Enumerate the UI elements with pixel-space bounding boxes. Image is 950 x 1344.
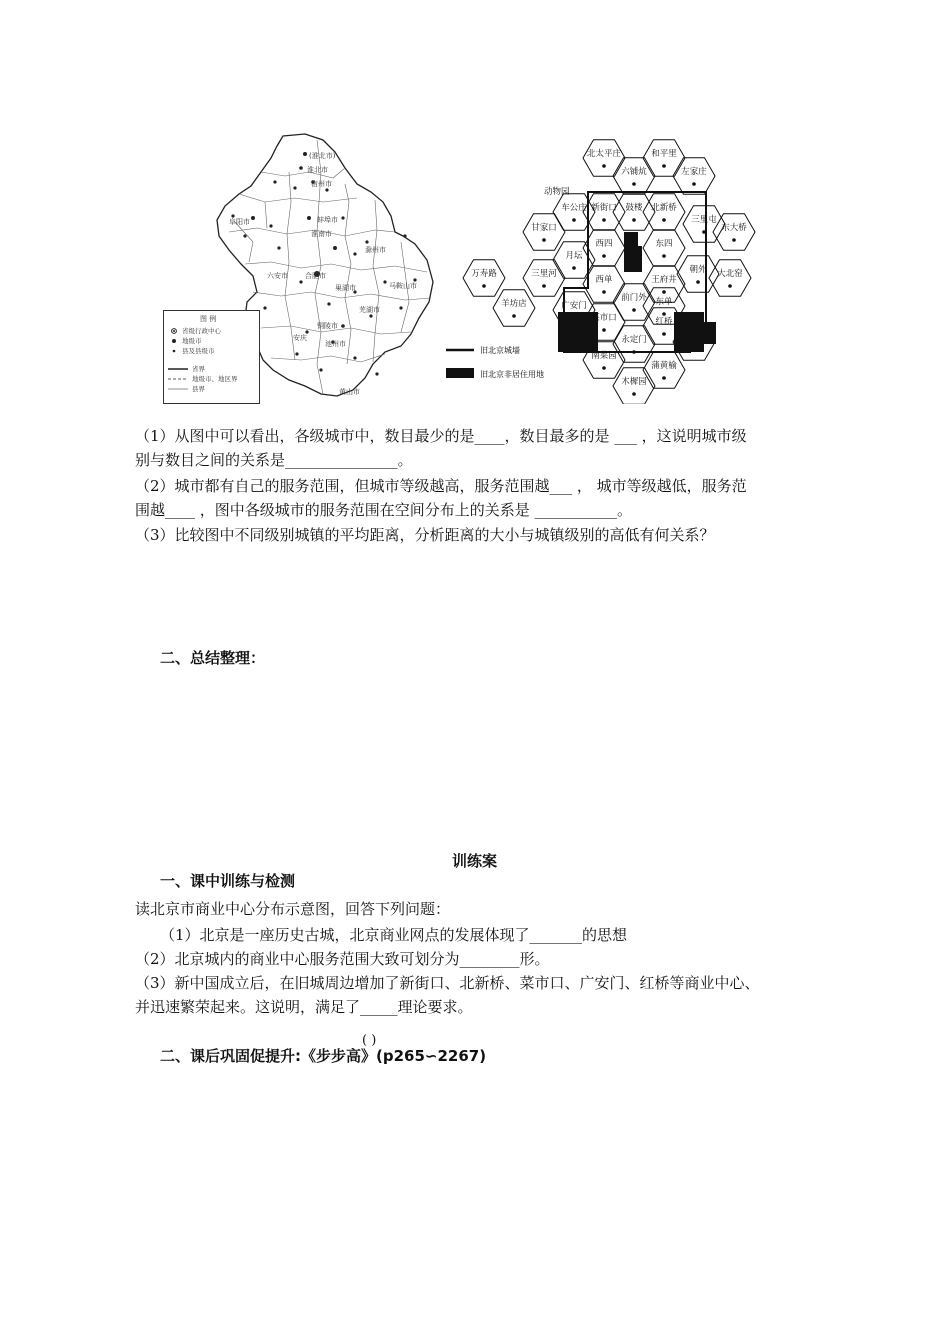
- non-residential-block: [624, 232, 638, 246]
- hex-center-dot: [542, 284, 546, 288]
- map-city-label: 阜阳市: [229, 218, 250, 226]
- hex-center-dot: [632, 392, 636, 396]
- hex-label: 东四: [655, 239, 673, 249]
- hex-center-dot: [572, 266, 576, 270]
- svg-text:县界: 县界: [192, 385, 205, 393]
- hex-center-dot: [572, 316, 576, 320]
- answer-parentheses: ( ): [362, 1033, 377, 1048]
- map-city-label: 芜湖市: [359, 306, 380, 314]
- map-city-label: (淮北市): [309, 152, 336, 160]
- training-section-1: 一、课中训练与检测: [160, 872, 296, 890]
- map-city-label: 安庆: [293, 334, 307, 342]
- hex-center-dot: [542, 238, 546, 242]
- question-1-line-1: （1）从图中可以看出，各级城市中，数目最少的是____，数目最多的是 ___ ，这说明城市级: [135, 427, 747, 445]
- hex-label: 甘家口: [531, 223, 557, 233]
- training-section-2: 二、课后巩固促提升:《步步高》(p265∽2267): [160, 1047, 487, 1065]
- map-city-label: 六安市: [267, 272, 288, 280]
- hex-label: 广安门: [561, 301, 587, 311]
- beijing-hex-map-figure: [440, 132, 760, 404]
- hex-center-dot: [662, 376, 666, 380]
- hex-label: 东单: [655, 297, 673, 307]
- hex-center-dot: [662, 290, 666, 294]
- training-title: 训练案: [452, 852, 498, 870]
- svg-text:地级市、地区界: 地级市、地区界: [192, 375, 238, 383]
- hex-center-dot: [602, 366, 606, 370]
- hex-label: 劲松: [685, 333, 703, 343]
- hex-label: 北太平庄: [586, 149, 622, 159]
- hex-label: 北新桥: [651, 203, 677, 213]
- hex-center-dot: [632, 350, 636, 354]
- training-question-1: （1）北京是一座历史古城，北京商业网点的发展体现了_______的思想: [160, 926, 628, 944]
- map-city-label: 巢湖市: [335, 284, 356, 292]
- hex-label: 东大桥: [721, 223, 747, 233]
- hex-center-dot: [692, 182, 696, 186]
- hex-center-dot: [602, 328, 606, 332]
- hex-center-dot: [702, 230, 706, 234]
- training-question-3-line-2: 并迅速繁荣起来。这说明，满足了_____理论要求。: [135, 998, 473, 1016]
- training-intro: 读北京市商业中心分布示意图，回答下列问题：: [135, 900, 451, 918]
- legend-title: 图 例: [200, 315, 217, 323]
- hex-center-dot: [512, 314, 516, 318]
- hex-center-dot: [632, 308, 636, 312]
- hex-center-dot: [696, 280, 700, 284]
- hex-center-dot: [632, 218, 636, 222]
- map-city-label: 淮南市: [311, 230, 332, 238]
- hex-center-dot: [732, 238, 736, 242]
- hex-label: 三里河: [531, 269, 557, 279]
- hex-label: 朝外: [689, 265, 707, 275]
- map-city-label: 宿州市: [311, 180, 332, 188]
- map-city-label: 马鞍山市: [389, 282, 417, 290]
- svg-text:地级市: 地级市: [182, 337, 202, 345]
- map-city-label: 黄山市: [339, 388, 360, 396]
- hex-center-dot: [602, 254, 606, 258]
- hex-label: 月坛: [565, 251, 583, 261]
- hex-label: 三里屯: [691, 215, 717, 225]
- svg-text:县及县级市: 县及县级市: [182, 347, 215, 355]
- question-1-line-2: 别与数目之间的关系是_______________。: [135, 451, 413, 469]
- svg-text:省级行政中心: 省级行政中心: [182, 327, 221, 335]
- hex-label: 西单: [595, 275, 613, 285]
- training-question-3-line-1: （3）新中国成立后，在旧城周边增加了新街口、北新桥、菜市口、广安门、红桥等商业中心、: [135, 974, 760, 992]
- anhui-map-legend: [163, 310, 260, 404]
- hex-label: 车公庄: [561, 203, 587, 213]
- hex-center-dot: [632, 182, 636, 186]
- legend-nonres-symbol: [446, 368, 474, 378]
- svg-text:省界: 省界: [192, 365, 205, 373]
- hex-center-dot: [602, 218, 606, 222]
- hex-center-dot: [662, 218, 666, 222]
- hex-center-dot: [662, 312, 666, 316]
- hex-label: 万寿路: [471, 269, 497, 279]
- hex-label: 王府井: [651, 275, 677, 285]
- hex-label: 羊坊店: [501, 299, 527, 309]
- hex-label: 红桥: [655, 317, 673, 327]
- hex-label: 鼓楼: [625, 203, 643, 213]
- hex-label: 大北窑: [717, 269, 743, 279]
- hex-label: 西四: [595, 239, 613, 249]
- hex-label: 和平里: [651, 149, 677, 159]
- map-city-label: 滁州市: [365, 246, 386, 254]
- hex-center-dot: [572, 218, 576, 222]
- hex-label: 六铺炕: [621, 167, 647, 177]
- map-city-label: 合肥市: [305, 272, 326, 280]
- hex-center-dot: [482, 284, 486, 288]
- legend-nonres-label: 旧北京非居住用地: [480, 370, 544, 379]
- summary-heading: 二、总结整理：: [160, 649, 266, 667]
- map-city-label: 铜陵市: [317, 322, 338, 330]
- hex-center-dot: [662, 164, 666, 168]
- legend-wall-label: 旧北京城墙: [480, 346, 520, 355]
- hex-label: 前门外: [621, 293, 647, 303]
- hex-center-dot: [728, 284, 732, 288]
- map-city-label: 淮北市: [307, 166, 328, 174]
- question-2-line-1: （2）城市都有自己的服务范围，但城市等级越高，服务范围越___ ， 城市等级越低，服务范: [135, 477, 747, 495]
- hex-center-dot: [662, 254, 666, 258]
- hex-label: 南菜园: [591, 351, 617, 361]
- question-2-line-2: 围越____ ，图中各级城市的服务范围在空间分布上的关系是 ___________。: [135, 501, 633, 519]
- non-residential-block: [624, 246, 642, 272]
- hex-center-dot: [692, 348, 696, 352]
- hex-label: 菜市口: [591, 313, 617, 323]
- hex-label: 永定门: [621, 335, 647, 345]
- training-question-2: （2）北京城内的商业中心服务范围大致可划分为________形。: [135, 950, 550, 968]
- hex-label: 木樨园: [621, 377, 647, 387]
- hex-label: 新街口: [591, 203, 617, 213]
- map-city-label: 蚌埠市: [317, 216, 338, 224]
- map-city-label: 池州市: [325, 340, 346, 348]
- hex-center-dot: [602, 290, 606, 294]
- hex-extra-label: 动物园: [544, 187, 570, 197]
- hex-label: 蒲黄榆: [651, 361, 677, 371]
- hex-label: 左家庄: [681, 167, 707, 177]
- hex-center-dot: [662, 332, 666, 336]
- question-3: （3）比较图中不同级别城镇的平均距离，分析距离的大小与城镇级别的高低有何关系？: [135, 526, 715, 544]
- hex-center-dot: [602, 164, 606, 168]
